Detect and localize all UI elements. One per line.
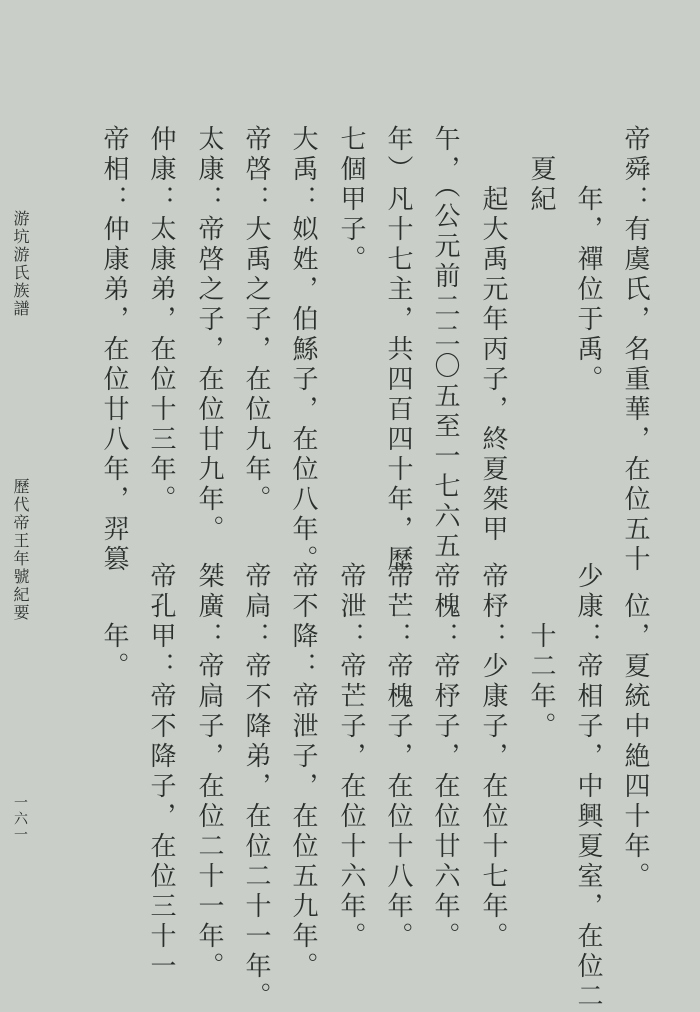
book-title: 游坑游氏族譜	[11, 210, 30, 318]
text-column: 帝芒：帝槐子，在位十八年。	[383, 562, 413, 952]
text-column: 少康：帝相子，中興夏室，在位二	[573, 562, 603, 1012]
section-title: 歷代帝王年號紀要	[11, 478, 30, 622]
text-column: 桀廣：帝扃子，在位二十一年。	[194, 562, 224, 982]
text-column: 仲康：太康弟，在位十三年。	[146, 125, 176, 515]
text-column: 帝杼：少康子，在位十七年。	[478, 562, 508, 952]
text-column: 七個甲子。	[336, 125, 366, 275]
text-column: 帝啓：大禹之子，在位九年。	[241, 125, 271, 515]
text-column: 帝孔甲：帝不降子，在位三十一	[146, 562, 176, 982]
text-column: 太康：帝啓之子，在位廿九年。	[194, 125, 224, 545]
text-column: 帝扃：帝不降弟，在位二十一年。	[241, 562, 271, 1012]
text-column: 年。	[99, 562, 129, 682]
text-column: 年，禪位于禹。	[573, 125, 603, 395]
text-column: 午，（公元前二二〇五至一七六五	[430, 125, 460, 562]
text-column: 大禹：姒姓，伯鯀子，在位八年。	[288, 125, 318, 575]
text-column: 起大禹元年丙子，終夏桀甲	[478, 125, 508, 545]
text-column: 十二年。	[526, 562, 556, 742]
text-column: 帝相：仲康弟，在位廿八年，羿篡	[99, 125, 129, 575]
text-column: 帝槐：帝杼子，在位廿六年。	[430, 562, 460, 952]
text-column: 年）凡十七主，共四百四十年，歷	[383, 125, 413, 575]
text-column: 帝不降：帝泄子，在位五九年。	[288, 562, 318, 982]
text-column: 位，夏統中絶四十年。	[620, 562, 650, 892]
page-number: 一六一	[12, 795, 28, 843]
text-column: 帝泄：帝芒子，在位十六年。	[336, 562, 366, 952]
text-column: 帝舜：有虞氏，名重華，在位五十	[620, 125, 650, 575]
text-column: 夏紀	[526, 125, 556, 215]
